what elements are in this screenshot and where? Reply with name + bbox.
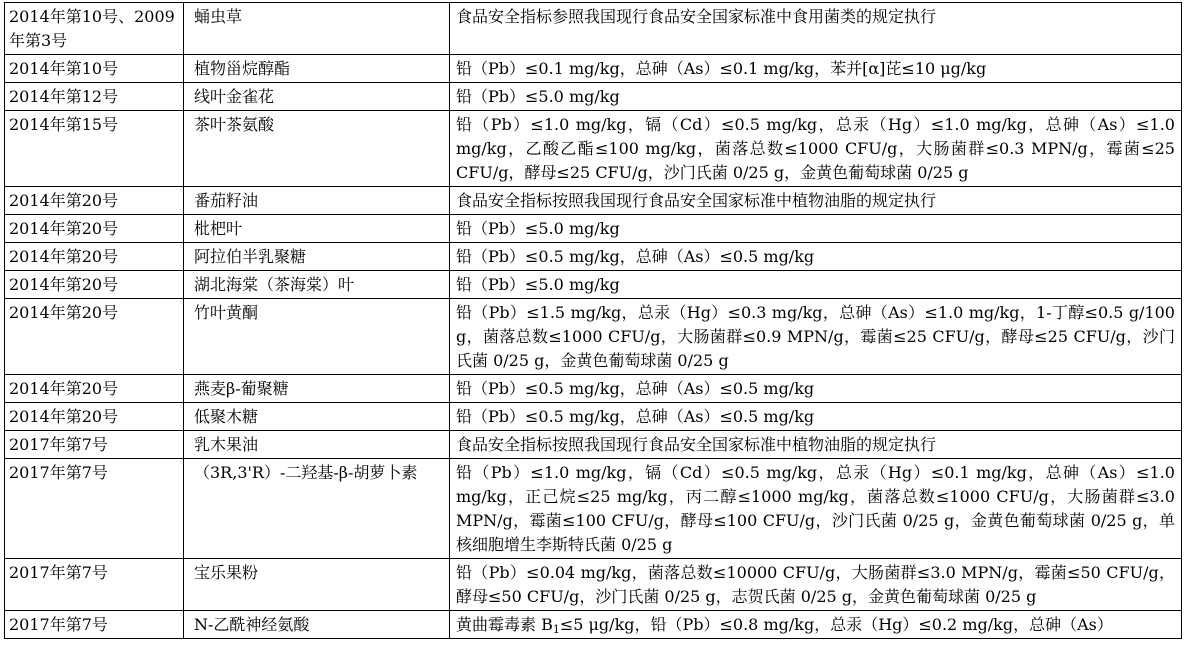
product-name-cell: 燕麦β-葡聚糖 (184, 375, 450, 403)
standard-cell: 食品安全指标参照我国现行食品安全国家标准中食用菌类的规定执行 (450, 3, 1182, 55)
standard-cell: 铅（Pb）≤5.0 mg/kg (450, 271, 1182, 299)
announcement-cell: 2014年第10号、2009年第3号 (5, 3, 184, 55)
product-name-cell: 阿拉伯半乳聚糖 (184, 243, 450, 271)
table-row (5, 215, 1182, 243)
product-name-cell: 茶叶茶氨酸 (184, 111, 450, 187)
product-name-cell: 枇杷叶 (184, 215, 450, 243)
standard-text-rest: ≤5 μg/kg，铅（Pb）≤0.8 mg/kg，总汞（Hg）≤0.2 mg/kg，总砷（As） (559, 615, 1113, 634)
standard-cell: 铅（Pb）≤5.0 mg/kg (450, 83, 1182, 111)
table-row (5, 375, 1182, 403)
product-name-cell: 宝乐果粉 (184, 559, 450, 611)
product-name-cell: 乳木果油 (184, 431, 450, 459)
product-name-cell: 竹叶黄酮 (184, 299, 450, 375)
product-name-cell: 低聚木糖 (184, 403, 450, 431)
product-name-cell: N-乙酰神经氨酸 (184, 611, 450, 639)
standard-cell: 铅（Pb）≤0.04 mg/kg，菌落总数≤10000 CFU/g，大肠菌群≤3.0 MPN/g，霉菌≤50 CFU/g，酵母≤50 CFU/g，沙门氏菌 0/25 g，志贺氏菌 0/25 g，金黄色葡萄球菌 0/25 g (450, 559, 1182, 611)
announcement-cell: 2014年第20号 (5, 271, 184, 299)
product-name-cell: 湖北海棠（茶海棠）叶 (184, 271, 450, 299)
standards-table (4, 2, 1182, 639)
standard-cell: 铅（Pb）≤1.0 mg/kg，镉（Cd）≤0.5 mg/kg，总汞（Hg）≤1.0 mg/kg，总砷（As）≤1.0 mg/kg，乙酸乙酯≤100 mg/kg，菌落总数≤1000 CFU/g，大肠菌群≤0.3 MPN/g，霉菌≤25 CFU/g，酵母≤25 CFU/g，沙门氏菌 0/25 g，金黄色葡萄球菌 0/25 g (450, 111, 1182, 187)
announcement-cell: 2014年第20号 (5, 243, 184, 271)
table-row (5, 403, 1182, 431)
table-row (5, 559, 1182, 611)
standard-cell: 铅（Pb）≤0.5 mg/kg，总砷（As）≤0.5 mg/kg (450, 403, 1182, 431)
announcement-cell: 2017年第7号 (5, 431, 184, 459)
standard-cell: 铅（Pb）≤1.5 mg/kg，总汞（Hg）≤0.3 mg/kg，总砷（As）≤1.0 mg/kg，1-丁醇≤0.5 g/100 g，菌落总数≤1000 CFU/g，大肠菌群≤0.9 MPN/g，霉菌≤25 CFU/g，酵母≤25 CFU/g，沙门氏菌 0/25 g，金黄色葡萄球菌 0/25 g (450, 299, 1182, 375)
product-name-cell: 线叶金雀花 (184, 83, 450, 111)
standard-cell: 铅（Pb）≤5.0 mg/kg (450, 215, 1182, 243)
standards-table-body (5, 3, 1182, 639)
standard-cell: 铅（Pb）≤0.1 mg/kg，总砷（As）≤0.1 mg/kg，苯并[α]芘≤10 μg/kg (450, 55, 1182, 83)
announcement-cell: 2014年第20号 (5, 299, 184, 375)
table-row (5, 271, 1182, 299)
table-row (5, 3, 1182, 55)
announcement-cell: 2017年第7号 (5, 559, 184, 611)
product-name-cell: 蛹虫草 (184, 3, 450, 55)
table-row (5, 243, 1182, 271)
product-name-cell: 番茄籽油 (184, 187, 450, 215)
standard-cell: 铅（Pb）≤0.5 mg/kg，总砷（As）≤0.5 mg/kg (450, 243, 1182, 271)
table-row (5, 83, 1182, 111)
table-row (5, 187, 1182, 215)
standard-cell (450, 611, 1182, 639)
announcement-cell: 2014年第12号 (5, 83, 184, 111)
table-row (5, 459, 1182, 559)
announcement-cell: 2014年第15号 (5, 111, 184, 187)
table-row (5, 611, 1182, 639)
table-row (5, 299, 1182, 375)
announcement-cell: 2014年第10号 (5, 55, 184, 83)
announcement-cell: 2014年第20号 (5, 375, 184, 403)
standard-text-prefix: 黄曲霉毒素 B (456, 615, 553, 634)
standard-cell: 食品安全指标按照我国现行食品安全国家标准中植物油脂的规定执行 (450, 431, 1182, 459)
standard-cell: 食品安全指标按照我国现行食品安全国家标准中植物油脂的规定执行 (450, 187, 1182, 215)
announcement-cell: 2014年第20号 (5, 187, 184, 215)
table-row (5, 431, 1182, 459)
announcement-cell: 2014年第20号 (5, 403, 184, 431)
announcement-cell: 2017年第7号 (5, 459, 184, 559)
subscript-text: 1 (552, 623, 560, 636)
standard-cell: 铅（Pb）≤1.0 mg/kg，镉（Cd）≤0.5 mg/kg，总汞（Hg）≤0.1 mg/kg，总砷（As）≤1.0 mg/kg，正己烷≤25 mg/kg，丙二醇≤1000 mg/kg，菌落总数≤1000 CFU/g，大肠菌群≤3.0 MPN/g，霉菌≤100 CFU/g，酵母≤100 CFU/g，沙门氏菌 0/25 g，金黄色葡萄球菌 0/25 g，单核细胞增生李斯特氏菌 0/25 g (450, 459, 1182, 559)
table-row (5, 111, 1182, 187)
announcement-cell: 2014年第20号 (5, 215, 184, 243)
table-row (5, 55, 1182, 83)
announcement-cell: 2017年第7号 (5, 611, 184, 639)
standard-cell: 铅（Pb）≤0.5 mg/kg，总砷（As）≤0.5 mg/kg (450, 375, 1182, 403)
product-name-cell: 植物甾烷醇酯 (184, 55, 450, 83)
product-name-cell: （3R,3'R）-二羟基-β-胡萝卜素 (184, 459, 450, 559)
